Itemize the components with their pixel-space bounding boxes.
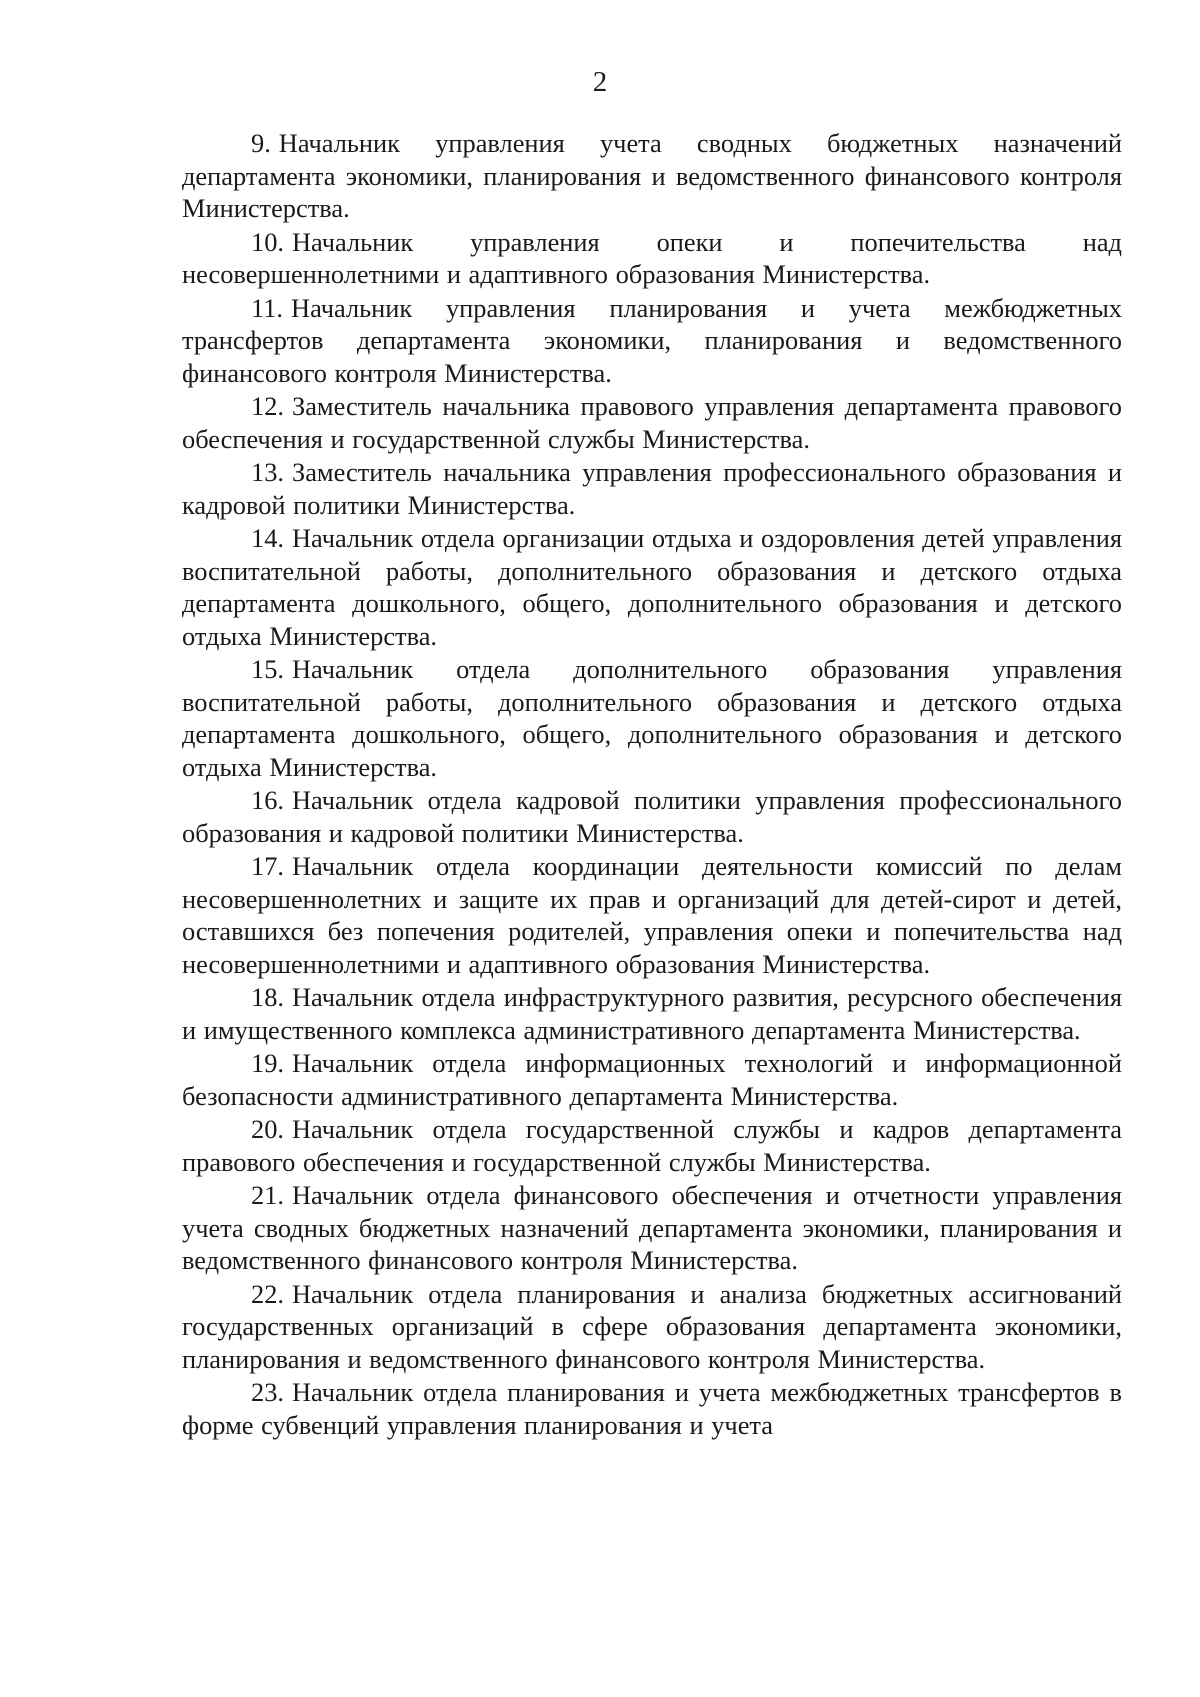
item-text: Начальник отдела финансового обеспечения и отчетности управления учета сводных бюджетных назначений департамента экономики, планирования и ведомственного финансового контроля Министерства. xyxy=(182,1180,1122,1275)
list-item xyxy=(182,981,1122,1046)
list-item xyxy=(182,784,1122,849)
list-item xyxy=(182,1047,1122,1112)
list-item xyxy=(182,226,1122,291)
item-text: Заместитель начальника правового управления департамента правового обеспечения и государственной службы Министерства. xyxy=(182,391,1122,454)
item-text: Начальник отдела инфраструктурного развития, ресурсного обеспечения и имущественного комплекса административного департамента Министерства. xyxy=(182,982,1122,1045)
item-text: Начальник управления планирования и учета межбюджетных трансфертов департамента экономики, планирования и ведомственного финансового контроля Министерства. xyxy=(182,292,1122,388)
item-text: Начальник отдела информационных технологий и информационной безопасности административного департамента Министерства. xyxy=(182,1048,1122,1111)
list-item xyxy=(182,1278,1122,1376)
list-item xyxy=(182,456,1122,521)
item-text: Начальник отдела организации отдыха и оздоровления детей управления воспитательной работы, дополнительного образования и детского отдыха департамента дошкольного, общего, дополнительного образования и детского отдыха Министерства. xyxy=(182,523,1122,651)
list-item xyxy=(182,1113,1122,1178)
item-number: 21. xyxy=(251,1180,284,1210)
page-number: 2 xyxy=(592,66,608,98)
item-text: Начальник отдела планирования и учета межбюджетных трансфертов в форме субвенций управления планирования и учета xyxy=(182,1377,1122,1440)
list-item xyxy=(182,127,1122,225)
item-number: 12. xyxy=(251,391,284,421)
list-item xyxy=(182,850,1122,980)
list-item xyxy=(182,292,1122,390)
item-number: 10. xyxy=(251,226,284,257)
item-number: 19. xyxy=(251,1048,284,1078)
list-item xyxy=(182,522,1122,652)
item-text: Начальник управления учета сводных бюджетных назначений департамента экономики, планирования и ведомственного финансового контроля Министерства. xyxy=(182,128,1122,223)
item-text: Начальник управления опеки и попечительства над несовершеннолетними и адаптивного образования Министерства. xyxy=(182,226,1122,289)
item-number: 13. xyxy=(251,457,284,487)
appointment-list xyxy=(182,127,1122,1442)
item-text: Начальник отдела координации деятельности комиссий по делам несовершеннолетних и защите их прав и организаций для детей-сирот и детей, оставшихся без попечения родителей, управления опеки и попечительства над несовершеннолетними и адаптивного образования Министерства. xyxy=(182,851,1122,979)
item-number: 16. xyxy=(251,785,284,815)
item-number: 15. xyxy=(251,654,284,684)
item-number: 17. xyxy=(251,851,284,881)
item-number: 20. xyxy=(251,1114,284,1144)
item-number: 9. xyxy=(251,128,271,158)
list-item xyxy=(182,1179,1122,1277)
list-item xyxy=(182,653,1122,783)
list-item xyxy=(182,1376,1122,1441)
item-text: Начальник отдела государственной службы и кадров департамента правового обеспечения и государственной службы Министерства. xyxy=(182,1114,1122,1177)
item-text: Начальник отдела планирования и анализа бюджетных ассигнований государственных организаций в сфере образования департамента экономики, планирования и ведомственного финансового контроля Министерства. xyxy=(182,1278,1122,1374)
list-item xyxy=(182,390,1122,455)
item-number: 22. xyxy=(251,1278,284,1309)
item-number: 14. xyxy=(251,523,284,553)
item-number: 23. xyxy=(251,1377,284,1407)
item-number: 11. xyxy=(251,292,284,323)
item-text: Начальник отдела кадровой политики управления профессионального образования и кадровой политики Министерства. xyxy=(182,785,1122,848)
item-number: 18. xyxy=(251,982,284,1012)
item-text: Начальник отдела дополнительного образования управления воспитательной работы, дополнительного образования и детского отдыха департамента дошкольного, общего, дополнительного образования и детского отдыха Министерства. xyxy=(182,654,1122,782)
item-text: Заместитель начальника управления профессионального образования и кадровой политики Министерства. xyxy=(182,457,1122,520)
